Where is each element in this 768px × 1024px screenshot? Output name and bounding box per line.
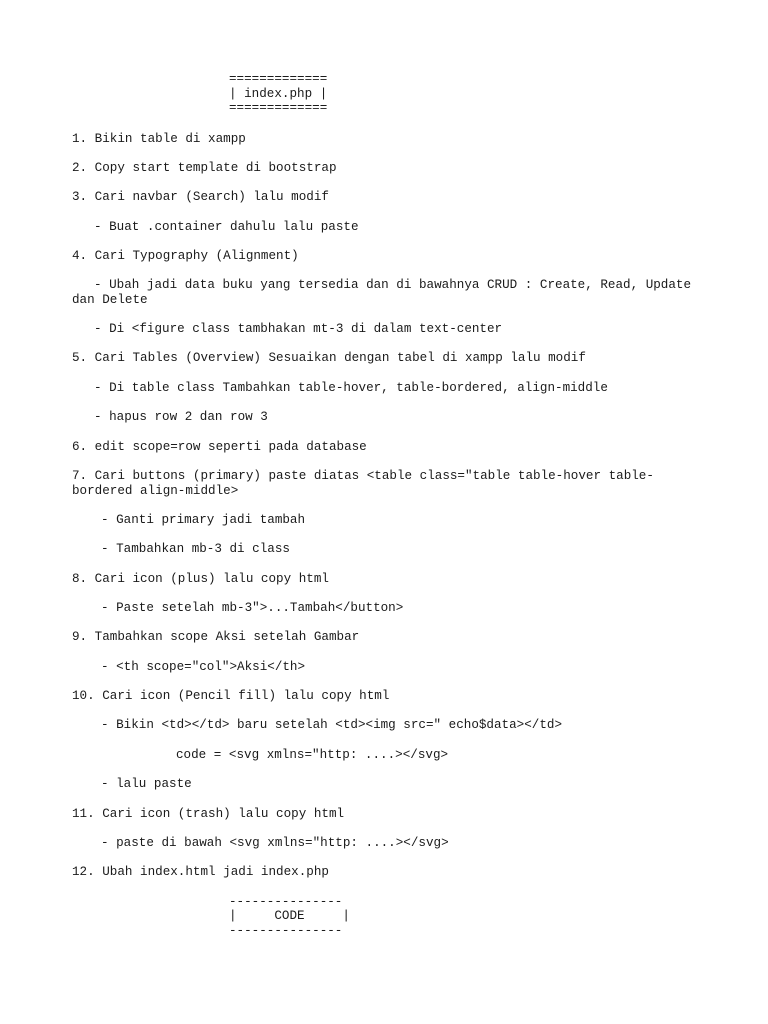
code-box-title: | CODE | bbox=[229, 909, 350, 923]
step-8: 8. Cari icon (plus) lalu copy html bbox=[72, 572, 329, 586]
step-9-sub-1: - <th scope="col">Aksi</th> bbox=[101, 660, 306, 674]
step-2: 2. Copy start template di bootstrap bbox=[72, 161, 337, 175]
step-4-sub-1: - Ubah jadi data buku yang tersedia dan di bawahnya CRUD : Create, Read, Update bbox=[94, 278, 692, 292]
step-7-sub-2: - Tambahkan mb-3 di class bbox=[101, 542, 290, 556]
step-1: 1. Bikin table di xampp bbox=[72, 132, 246, 146]
step-7: 7. Cari buttons (primary) paste diatas <table class="table table-hover table- bbox=[72, 469, 654, 483]
step-5: 5. Cari Tables (Overview) Sesuaikan dengan tabel di xampp lalu modif bbox=[72, 351, 586, 365]
step-12: 12. Ubah index.html jadi index.php bbox=[72, 865, 329, 879]
step-11-sub-1: - paste di bawah <svg xmlns="http: ....></svg> bbox=[101, 836, 449, 850]
step-4-sub-2: - Di <figure class tambhakan mt-3 di dalam text-center bbox=[94, 322, 503, 336]
header-bottom-rule: ============= bbox=[229, 101, 328, 115]
step-3-sub-1: - Buat .container dahulu lalu paste bbox=[94, 220, 359, 234]
step-10-code: code = <svg xmlns="http: ....></svg> bbox=[176, 748, 449, 762]
step-3: 3. Cari navbar (Search) lalu modif bbox=[72, 190, 329, 204]
code-box-bottom-rule: --------------- bbox=[229, 924, 343, 938]
step-8-sub-1: - Paste setelah mb-3">...Tambah</button> bbox=[101, 601, 404, 615]
code-box-top-rule: --------------- bbox=[229, 895, 343, 909]
step-6: 6. edit scope=row seperti pada database bbox=[72, 440, 367, 454]
step-7-sub-1: - Ganti primary jadi tambah bbox=[101, 513, 306, 527]
step-7-cont: bordered align-middle> bbox=[72, 484, 239, 498]
step-4-sub-1-cont: dan Delete bbox=[72, 293, 148, 307]
step-4: 4. Cari Typography (Alignment) bbox=[72, 249, 299, 263]
step-10-sub-1: - Bikin <td></td> baru setelah <td><img src=" echo$data></td> bbox=[101, 718, 563, 732]
header-title: | index.php | bbox=[229, 87, 328, 101]
header-top-rule: ============= bbox=[229, 72, 328, 86]
step-9: 9. Tambahkan scope Aksi setelah Gambar bbox=[72, 630, 360, 644]
step-10-sub-2: - lalu paste bbox=[101, 777, 192, 791]
step-11: 11. Cari icon (trash) lalu copy html bbox=[72, 807, 345, 821]
step-5-sub-1: - Di table class Tambahkan table-hover, table-bordered, align-middle bbox=[94, 381, 608, 395]
step-10: 10. Cari icon (Pencil fill) lalu copy html bbox=[72, 689, 390, 703]
step-5-sub-2: - hapus row 2 dan row 3 bbox=[94, 410, 268, 424]
